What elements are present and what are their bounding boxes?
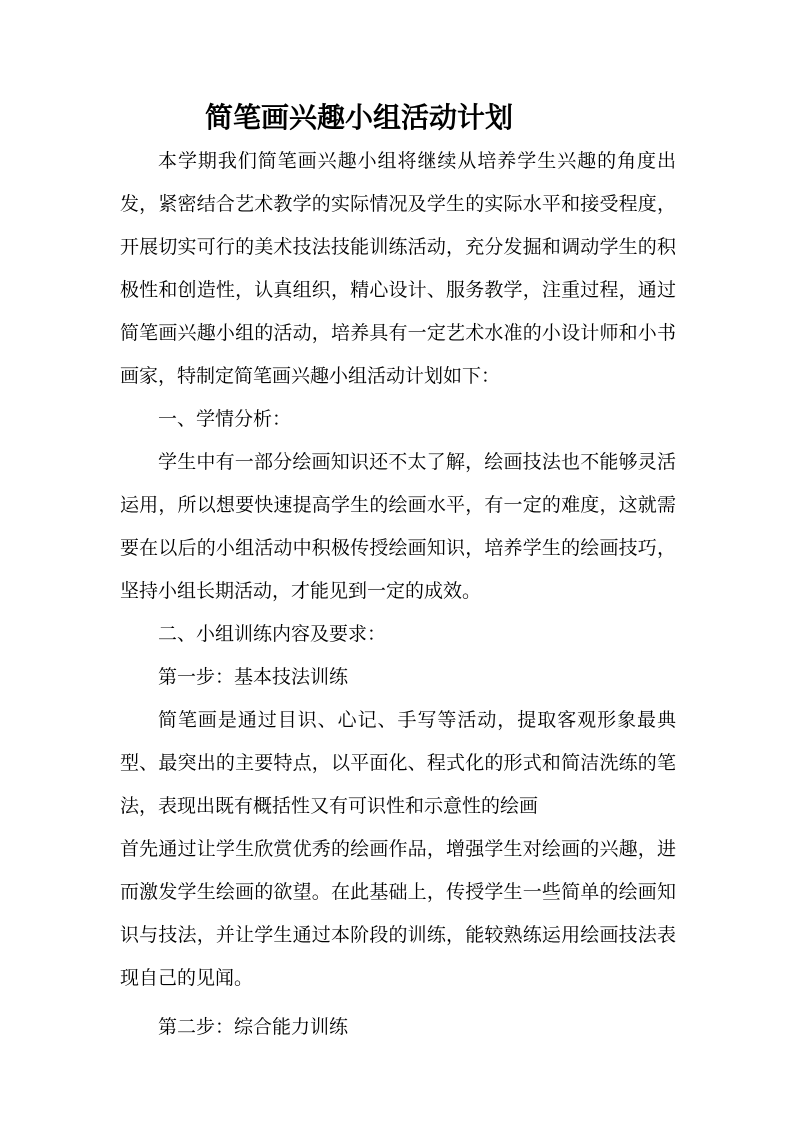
step-1-heading: 第一步：基本技法训练	[158, 666, 349, 688]
intro-paragraph: 本学期我们简笔画兴趣小组将继续从培养学生兴趣的角度出发，紧密结合艺术教学的实际情况及学生的实际水平和接受程度，开展切实可行的美术技法技能训练活动，充分发掘和调动学生的积极性和创造性，认真组织，精心设计、服务教学，注重过程，通过简笔画兴趣小组的活动，培养具有一定艺术水准的小设计师和小书画家，特制定简笔画兴趣小组活动计划如下：	[120, 150, 676, 387]
section-1-heading: 一、学情分析：	[158, 408, 292, 430]
section-2-heading: 二、小组训练内容及要求：	[158, 623, 387, 645]
step-2-heading: 第二步：综合能力训练	[158, 1016, 349, 1038]
step-1-paragraph-continued: 首先通过让学生欣赏优秀的绘画作品，增强学生对绘画的兴趣，进而激发学生绘画的欲望。在此基础上，传授学生一些简单的绘画知识与技法，并让学生通过本阶段的训练，能较熟练运用绘画技法表现自己的见闻。	[120, 838, 676, 989]
section-1-paragraph: 学生中有一部分绘画知识还不太了解，绘画技法也不能够灵活运用，所以想要快速提高学生的绘画水平，有一定的难度，这就需要在以后的小组活动中积极传授绘画知识，培养学生的绘画技巧，坚持小组长期活动，才能见到一定的成效。	[120, 451, 676, 602]
document-title: 简笔画兴趣小组活动计划	[205, 101, 514, 134]
step-1-paragraph: 简笔画是通过目识、心记、手写等活动，提取客观形象最典型、最突出的主要特点，以平面化、程式化的形式和简洁洗练的笔法，表现出既有概括性又有可识性和示意性的绘画	[120, 709, 676, 817]
document-body	[120, 140, 676, 1049]
